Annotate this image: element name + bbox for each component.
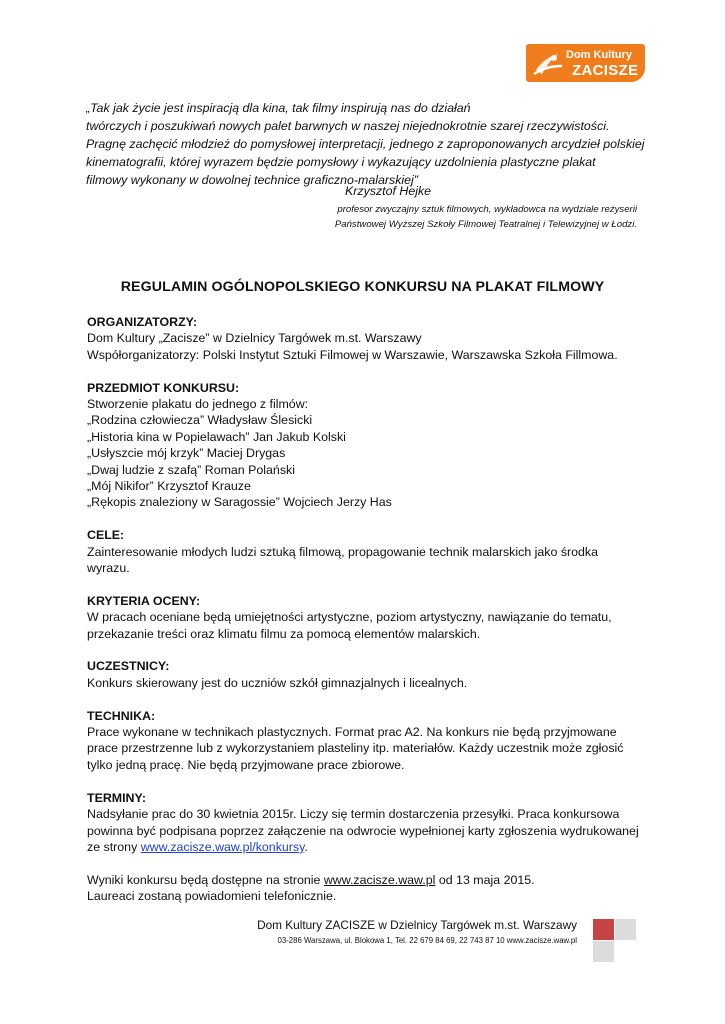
affiliation-line: Państwowej Wyższej Szkoły Filmowej Teatralnej i Telewizyjnej w Łodzi. [334,219,637,230]
section-heading: TECHNIKA: [87,708,156,723]
section-line: przekazanie treści oraz klimatu filmu za pomocą elementów malarskich. [87,626,481,641]
dom-kultury-zacisze-logo [526,44,645,82]
participants-section [87,658,647,691]
section-line: Nadsyłanie prac do 30 kwietnia 2015r. Liczy się termin dostarczenia przesyłki. Praca konkursowa [87,807,620,822]
regulations-content [87,314,647,921]
organizers-section [87,314,647,363]
subject-section [87,380,647,511]
criteria-section [87,593,647,642]
section-heading: PRZEDMIOT KONKURSU: [87,380,240,395]
section-line: Konkurs skierowany jest do uczniów szkół gimnazjalnych i licealnych. [87,675,468,690]
film-item: „Rękopis znaleziony w Saragossie” Wojciech Jerzy Has [87,495,392,510]
section-line: W pracach oceniane będą umiejętności artystyczne, poziom artystyczny, nawiązanie do tematu, [87,610,612,625]
quote-line: Pragnę zachęcić młodzież do pomysłowej interpretacji, jednego z zaproponowanych arcydzieł polskiej [86,137,645,151]
document-title: REGULAMIN OGÓLNOPOLSKIEGO KONKURSU NA PLAKAT FILMOWY [120,279,605,295]
affiliation-line: profesor zwyczajny sztuk filmowych, wykładowca na wydziale reżyserii [337,204,637,215]
quote-author-affiliation [335,202,637,232]
section-line: Współorganizatorzy: Polski Instytut Sztuki Filmowej w Warszawie, Warszawska Szkoła Fillmowa. [87,347,618,362]
quote-line: filmowy wykonany w dowolnej technice graficzno-malarskiej” [86,173,418,187]
section-heading: UCZESTNICY: [87,659,170,674]
film-item: „Dwaj ludzie z szafą” Roman Polański [87,462,295,477]
logo-line-1: Dom Kultury [566,49,632,61]
film-item: „Mój Nikifor” Krzysztof Krauze [87,479,251,494]
section-line: wyrazu. [87,561,130,576]
results-section [87,872,647,905]
quote-line: „Tak jak życie jest inspiracją dla kina, tak filmy inspirują nas do działań [86,101,471,115]
link-suffix: . [304,839,308,854]
logo-line-2: ZACISZE [572,62,639,79]
film-item: „Usłyszcie mój krzyk” Maciej Drygas [87,446,286,461]
section-line: tylko jedną pracę. Nie będą przyjmowane prace zbiorowe. [87,757,405,772]
footer-gray-square [593,941,614,962]
quote-line: twórczych i poszukiwań nowych palet barwnych w naszej niejednokrotnie szarej rzeczywistości. [86,119,610,133]
motto-quote [86,99,656,189]
technique-section [87,708,647,774]
logo-mark-icon [532,48,564,78]
footer-accent-square [593,919,614,940]
section-line: prace przestrzenne lub z wykorzystaniem plasteliny itp. materiałów. Każdy uczestnik może zgłosić [87,741,624,756]
film-item: „Historia kina w Popielawach” Jan Jakub Kolski [87,429,346,444]
section-line: powinna być podpisana poprzez załączenie na odwrocie wypełnionej karty zgłoszenia wydrukowanej [87,823,639,838]
website-link[interactable]: www.zacisze.waw.pl [323,872,436,887]
footer-gray-square [615,919,636,940]
results-prefix: Wyniki konkursu będą dostępne na stronie [87,872,324,887]
quote-author: Krzysztof Hejke [345,184,432,198]
section-heading: KRYTERIA OCENY: [87,593,201,608]
footer-institution: Dom Kultury ZACISZE w Dzielnicy Targówek m.st. Warszawy [257,918,577,932]
konkursy-link[interactable]: www.zacisze.waw.pl/konkursy [140,839,305,854]
section-heading: ORGANIZATORZY: [87,315,198,329]
deadlines-section [87,790,647,856]
section-line [87,839,647,855]
section-line: Prace wykonane w technikach plastycznych. Format prac A2. Na konkurs nie będą przyjmowane [87,725,617,740]
section-heading: TERMINY: [87,790,146,805]
goals-section [87,527,647,576]
link-prefix: ze strony [87,839,141,854]
section-line: Dom Kultury „Zacisze” w Dzielnicy Targówek m.st. Warszawy [87,331,422,346]
section-line: Zainteresowanie młodych ludzi sztuką filmową, propagowanie technik malarskich jako środka [87,544,599,559]
footer-address: 03-286 Warszawa, ul. Blokowa 1, Tel. 22 679 84 69, 22 743 87 10 www.zacisze.waw.pl [277,936,577,945]
section-line [87,872,647,888]
section-line: Laureaci zostaną powiadomieni telefonicznie. [87,889,337,904]
section-heading: CELE: [87,528,125,543]
results-suffix: od 13 maja 2015. [435,872,535,887]
section-line: Stworzenie plakatu do jednego z filmów: [87,397,309,412]
quote-line: kinematografii, której wyrazem będzie pomysłowy i wykazujący uzdolnienia plastyczne plakat [86,155,596,169]
film-item: „Rodzina człowiecza” Władysław Ślesicki [87,413,313,428]
